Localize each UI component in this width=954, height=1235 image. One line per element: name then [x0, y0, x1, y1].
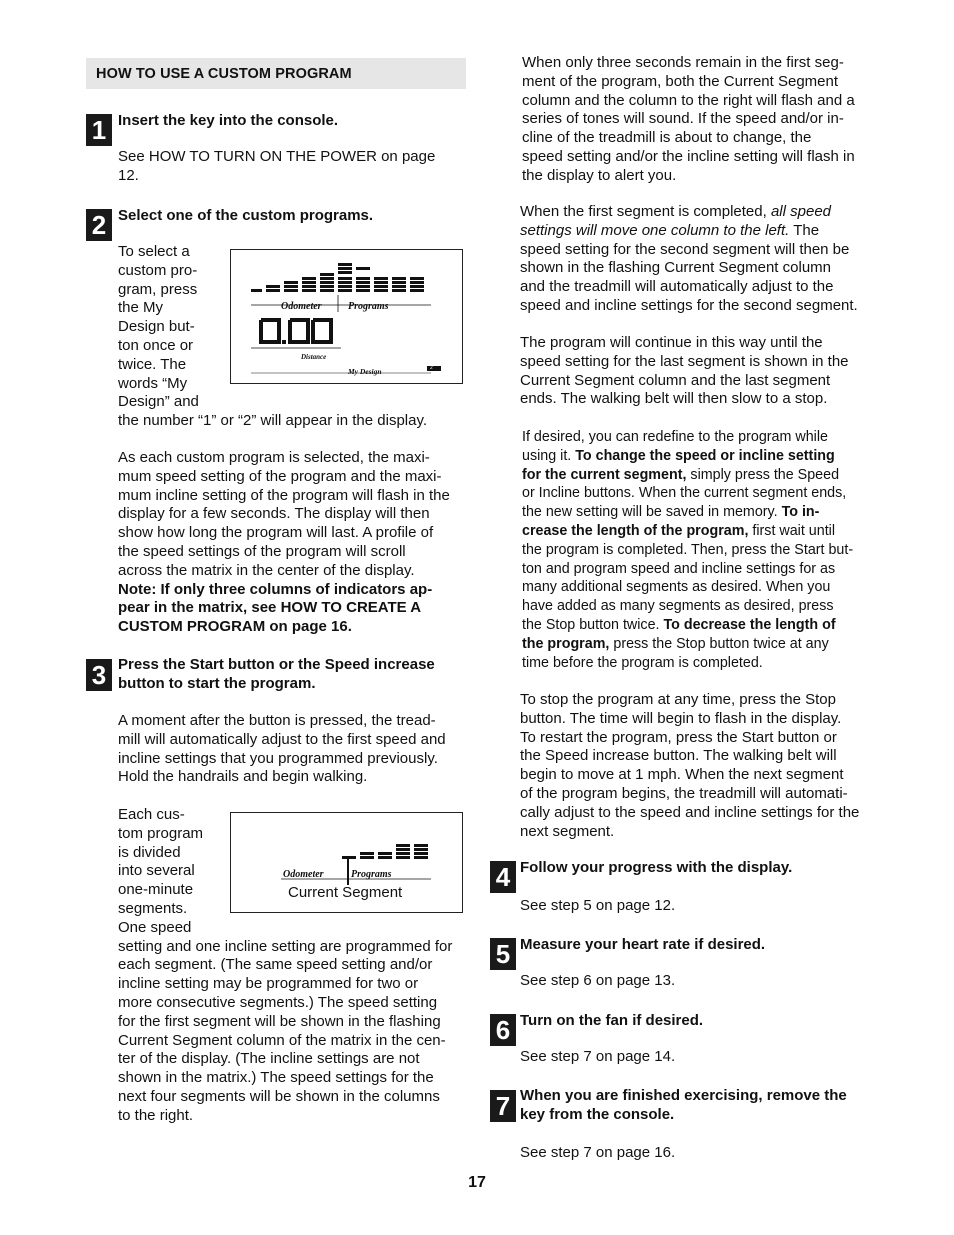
- text-line: [522, 447, 853, 466]
- text-line: speed setting for the last segment is shown in the: [520, 352, 849, 370]
- text-run: When the first segment is completed,: [520, 203, 771, 220]
- text-line: the speed settings of the program will scroll: [118, 542, 406, 560]
- text-line: Current Segment column and the last segment: [520, 371, 831, 389]
- title-line: Press the Start button or the Speed increase: [118, 656, 435, 673]
- text-line: each segment. (The same speed setting and/or: [118, 956, 433, 974]
- text-line: [522, 466, 853, 485]
- text-line: [522, 616, 853, 635]
- step-7-title: [520, 1087, 847, 1125]
- text-line: ton and program speed and incline settings for as: [522, 560, 836, 577]
- text-line: begin to move at 1 mph. When the next segment: [520, 766, 844, 784]
- text-line: [520, 222, 858, 241]
- note-line: Note: If only three columns of indicators ap-: [118, 580, 433, 598]
- right-paragraph-4: [522, 428, 853, 672]
- text-line: ton once or: [118, 336, 194, 354]
- text-line: ter of the display. (The incline settings are not: [118, 1050, 420, 1068]
- text-line: the display to alert you.: [522, 166, 677, 184]
- text-line: the Speed increase button. The walking belt will: [520, 747, 837, 765]
- text-line: next segment.: [520, 822, 615, 840]
- bold-run: the program,: [522, 635, 610, 652]
- note-line: pear in the matrix, see HOW TO CREATE A: [118, 599, 422, 617]
- text-run: first wait until: [748, 522, 836, 539]
- text-line: gram, press: [118, 280, 198, 298]
- step-2-paragraph-2: [118, 449, 450, 637]
- text-line: words “My: [118, 374, 188, 392]
- step-number-4: 4: [490, 861, 516, 893]
- italic-run: all speed: [770, 203, 831, 220]
- text-line: shown in the flashing Current Segment column: [520, 259, 832, 277]
- text-line: As each custom program is selected, the maxi-: [118, 449, 430, 466]
- text-line: [522, 635, 853, 654]
- step-5-body: See step 6 on page 13.: [520, 972, 676, 989]
- program-number-indicator: 2: [430, 365, 433, 371]
- current-segment-diagram: [230, 812, 463, 913]
- text-line: next four segments will be shown in the columns: [118, 1087, 440, 1105]
- step-4-body: See step 5 on page 12.: [520, 897, 676, 914]
- right-paragraph-5: [520, 691, 859, 841]
- text-line: cline of the treadmill is about to change, the: [522, 129, 812, 147]
- text-line: incline settings that you programmed previously.: [118, 749, 438, 767]
- title-line: key from the console.: [520, 1105, 675, 1123]
- section-heading: [86, 58, 466, 89]
- text-run: simply press the Speed: [686, 466, 840, 483]
- page-number: 17: [468, 1174, 486, 1191]
- display-matrix-graphic: [231, 250, 462, 383]
- text-line: tom program: [118, 824, 204, 842]
- odometer-label: Odometer: [283, 869, 324, 880]
- text-line: mum speed setting of the program and the maxi-: [118, 467, 442, 485]
- step-6-title: Turn on the fan if desired.: [520, 1012, 704, 1029]
- text-run: using it.: [522, 447, 576, 464]
- right-paragraph-2: [520, 203, 858, 316]
- text-line: ment of the program, both the Current Segment: [522, 72, 839, 90]
- step-1-body: See HOW TO TURN ON THE POWER on page 12.: [118, 148, 436, 184]
- text-line: one-minute: [118, 881, 194, 899]
- note-line: CUSTOM PROGRAM on page 16.: [118, 618, 352, 636]
- console-display-diagram: [230, 249, 463, 384]
- text-line: To stop the program at any time, press the Stop: [520, 691, 836, 708]
- text-line: [520, 203, 858, 222]
- text-line: To select a: [118, 243, 190, 260]
- text-line: If desired, you can redefine to the program while: [522, 429, 828, 445]
- text-line: Design” and: [118, 393, 199, 411]
- text-line: the My: [118, 299, 164, 317]
- bold-run: crease the length of the program,: [522, 522, 749, 539]
- step-2-title: Select one of the custom programs.: [118, 207, 374, 224]
- right-paragraph-1: [522, 54, 855, 186]
- title-line: button to start the program.: [118, 674, 316, 692]
- text-run: The: [789, 221, 820, 239]
- step-number-5: 5: [490, 938, 516, 970]
- text-line: button. The time will begin to flash in the display.: [520, 709, 842, 727]
- text-line: have added as many segments as desired, press: [522, 598, 834, 615]
- text-line: time before the program is completed.: [522, 654, 763, 671]
- text-line: the program is completed. Then, press the Start but-: [522, 541, 854, 558]
- bold-run: To change the speed or incline setting: [575, 447, 835, 464]
- right-paragraph-3: [520, 334, 849, 409]
- text-line: shown in the matrix.) The speed settings for the: [118, 1069, 434, 1087]
- current-segment-caption: Current Segment: [288, 884, 403, 901]
- text-line: [522, 522, 853, 541]
- step-number-7: 7: [490, 1090, 516, 1122]
- text-line: A moment after the button is pressed, the tread-: [118, 712, 436, 729]
- text-line: custom pro-: [118, 261, 198, 279]
- text-line: Hold the handrails and begin walking.: [118, 768, 368, 786]
- text-line: across the matrix in the center of the display.: [118, 561, 415, 579]
- text-line: incline setting may be programmed for two or: [118, 975, 419, 993]
- my-design-label: My Design: [348, 367, 382, 376]
- step-1-title: Insert the key into the console.: [118, 112, 339, 129]
- odometer-label: Odometer: [281, 301, 322, 312]
- text-line: cally adjust to the speed and incline settings for the: [520, 803, 860, 821]
- text-line: To restart the program, press the Start button or: [520, 728, 837, 746]
- text-line: mill will automatically adjust to the first speed and: [118, 730, 446, 748]
- text-line: for the first segment will be shown in the flashing: [118, 1012, 441, 1030]
- step-3-title: [118, 656, 435, 694]
- text-line: speed and incline settings for the second segment.: [520, 296, 858, 314]
- programs-label: Programs: [351, 869, 392, 880]
- bold-run: To in-: [781, 504, 820, 521]
- step-number-2: 2: [86, 209, 112, 241]
- title-line: When you are finished exercising, remove the: [520, 1087, 847, 1104]
- text-line: Each cus-: [118, 806, 185, 823]
- text-line: mum incline setting of the program will flash in the: [118, 486, 450, 504]
- step-6-body: See step 7 on page 14.: [520, 1048, 676, 1065]
- text-line: or Incline buttons. When the current segment ends,: [522, 485, 847, 502]
- programs-label: Programs: [348, 301, 389, 312]
- text-line: of the program begins, the treadmill will automati-: [520, 784, 848, 802]
- step-number-1: 1: [86, 114, 112, 146]
- text-line: column and the column to the right will flash and a: [522, 91, 855, 109]
- step-number-3: 3: [86, 659, 112, 691]
- text-line: Current Segment column of the matrix in the cen-: [118, 1031, 446, 1049]
- text-line: many additional segments as desired. When you: [522, 579, 831, 596]
- text-line: setting and one incline setting are programmed for: [118, 937, 453, 955]
- text-line: display for a few seconds. The display will then: [118, 505, 430, 523]
- bold-run: To decrease the length of: [663, 616, 836, 633]
- step-3-paragraph-1: [118, 712, 446, 787]
- step-4-title: Follow your progress with the display.: [520, 859, 793, 876]
- step-number-6: 6: [490, 1014, 516, 1046]
- text-line: ends. The walking belt will then slow to a stop.: [520, 390, 828, 408]
- text-run: the Stop button twice.: [522, 616, 664, 633]
- text-line: is divided: [118, 843, 181, 861]
- text-line: twice. The: [118, 355, 187, 373]
- text-line: Design but-: [118, 318, 195, 336]
- text-run: the new setting will be saved in memory.: [522, 504, 782, 521]
- text-line: One speed: [118, 918, 192, 936]
- text-line: speed setting for the second segment will then be: [520, 240, 850, 258]
- step-7-body: See step 7 on page 16.: [520, 1144, 676, 1161]
- text-line: show how long the program will last. A profile of: [118, 524, 434, 542]
- text-line: The program will continue in this way until the: [520, 334, 823, 351]
- distance-label: Distance: [301, 353, 327, 361]
- text-line: [522, 503, 853, 522]
- text-line: series of tones will sound. If the speed and/or in-: [522, 110, 844, 128]
- text-line: to the right.: [118, 1106, 194, 1124]
- text-line: segments.: [118, 899, 188, 917]
- text-line: When only three seconds remain in the first seg-: [522, 54, 844, 71]
- italic-run: settings will move one column to the left.: [520, 221, 790, 239]
- text-line: and the treadmill will automatically adjust to the: [520, 278, 834, 296]
- text-line: more consecutive segments.) The speed setting: [118, 993, 438, 1011]
- text-line: the number “1” or “2” will appear in the display.: [118, 412, 428, 430]
- text-line: into several: [118, 862, 195, 880]
- text-run: press the Stop button twice at any: [609, 635, 829, 652]
- bold-run: for the current segment,: [522, 466, 687, 483]
- step-5-title: Measure your heart rate if desired.: [520, 936, 766, 953]
- text-line: speed setting and/or the incline setting will flash in: [522, 147, 855, 165]
- section-heading-text: HOW TO USE A CUSTOM PROGRAM: [96, 66, 352, 82]
